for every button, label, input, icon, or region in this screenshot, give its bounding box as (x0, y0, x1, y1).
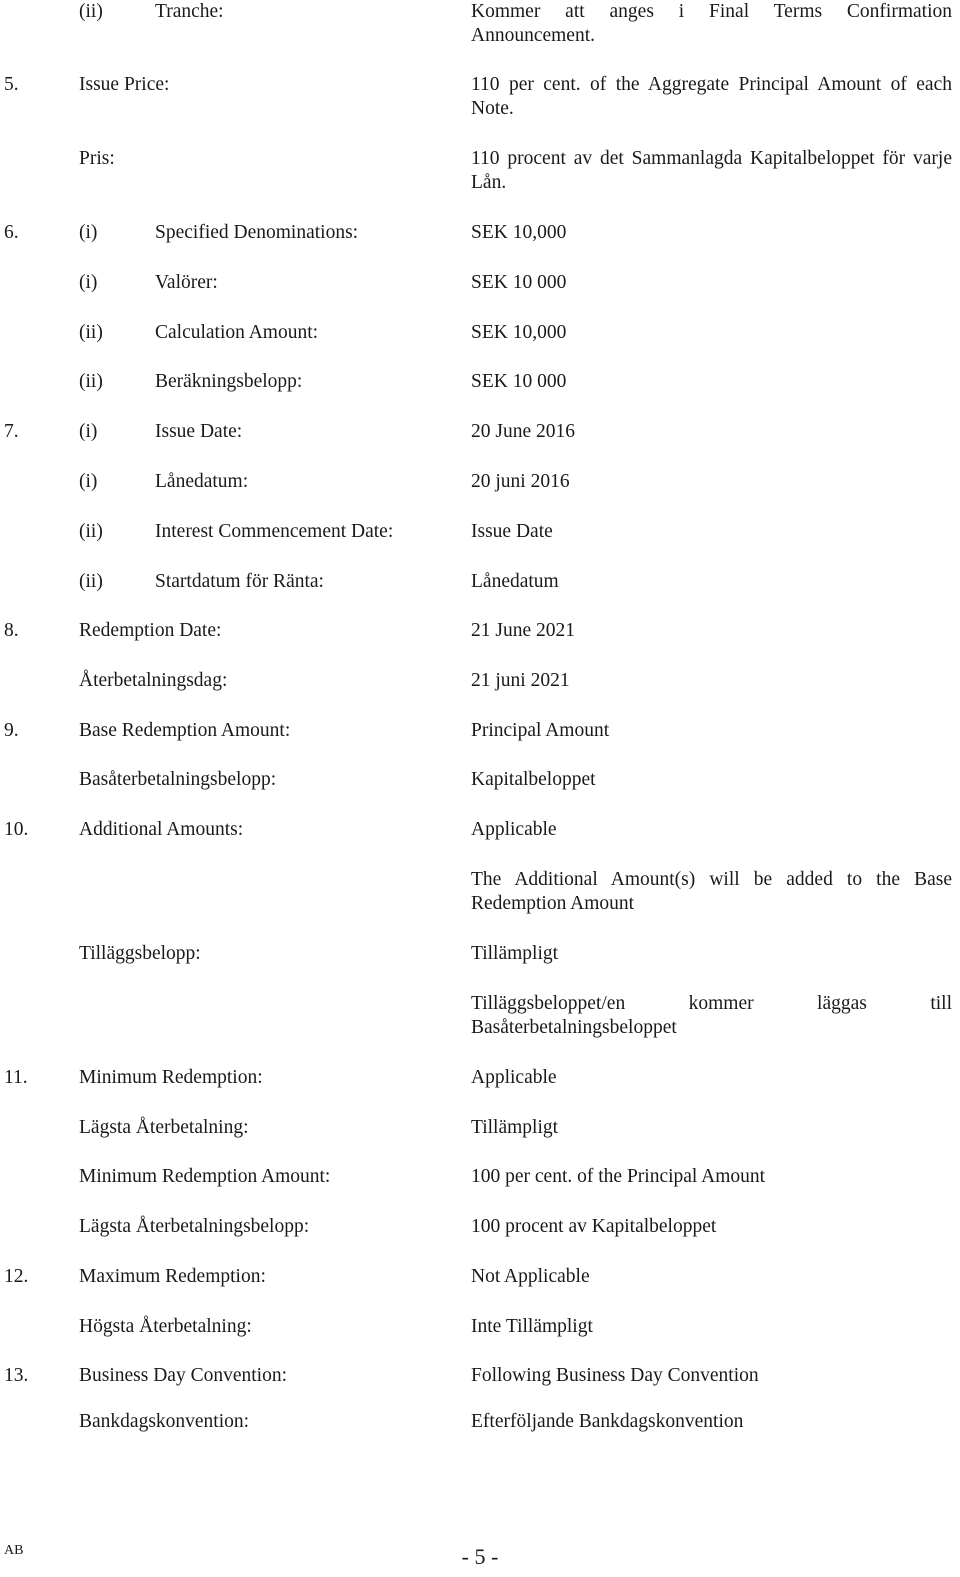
term-row-additional-amounts (0, 818, 960, 842)
item-number: 11. (4, 1067, 28, 1088)
term-value: Tilläggsbeloppet/en kommer läggas till Basåterbetalningsbeloppet (471, 993, 952, 1038)
term-value: 110 per cent. of the Aggregate Principal Amount of each Note. (471, 74, 952, 119)
term-value: Kapitalbeloppet (471, 769, 596, 790)
sub-number: (ii) (79, 571, 103, 592)
term-label: Minimum Redemption Amount: (79, 1166, 331, 1187)
term-label: Startdatum för Ränta: (155, 571, 324, 592)
term-label: Lägsta Återbetalning: (79, 1117, 249, 1138)
term-row-issue-date (0, 420, 960, 444)
term-row-business-day-convention (0, 1364, 960, 1388)
term-label: Maximum Redemption: (79, 1266, 266, 1287)
term-label: Minimum Redemption: (79, 1067, 263, 1088)
term-label: Business Day Convention: (79, 1365, 287, 1386)
term-value: 100 procent av Kapitalbeloppet (471, 1216, 717, 1237)
term-label: Tranche: (155, 1, 224, 22)
term-value: Tillämpligt (471, 1117, 559, 1138)
term-row-redemption-date (0, 619, 960, 643)
term-label: Issue Date: (155, 421, 243, 442)
term-row-tranche (0, 0, 960, 46)
term-row-calculation-amount (0, 321, 960, 345)
term-label: Issue Price: (79, 74, 170, 95)
term-row-additional-amounts-note (0, 868, 960, 914)
term-value: Following Business Day Convention (471, 1365, 759, 1386)
term-value: Tillämpligt (471, 943, 559, 964)
term-value: Issue Date (471, 521, 553, 542)
term-label: Högsta Återbetalning: (79, 1316, 252, 1337)
term-value: 110 procent av det Sammanlagda Kapitalbeloppet för varje Lån. (471, 148, 952, 193)
term-label: Base Redemption Amount: (79, 720, 291, 741)
term-row-lanedatum (0, 470, 960, 494)
term-value: SEK 10,000 (471, 222, 567, 243)
term-row-pris (0, 147, 960, 193)
term-row-hogsta-aterbetalning (0, 1315, 960, 1339)
sub-number: (i) (79, 272, 98, 293)
term-label: Pris: (79, 148, 115, 169)
sub-number: (ii) (79, 521, 103, 542)
term-row-valorer (0, 271, 960, 295)
term-label: Redemption Date: (79, 620, 222, 641)
item-number: 10. (4, 819, 29, 840)
term-label: Tilläggsbelopp: (79, 943, 201, 964)
item-number: 9. (4, 720, 19, 741)
term-label: Valörer: (155, 272, 218, 293)
term-row-bankdagskonvention (0, 1410, 960, 1434)
term-row-aterbetalningsdag (0, 669, 960, 693)
term-value: 100 per cent. of the Principal Amount (471, 1166, 766, 1187)
term-row-minimum-redemption (0, 1066, 960, 1090)
item-number: 5. (4, 74, 19, 95)
term-value: SEK 10,000 (471, 322, 567, 343)
sub-number: (i) (79, 471, 98, 492)
term-value: Lånedatum (471, 571, 559, 592)
item-number: 8. (4, 620, 19, 641)
sub-number: (ii) (79, 1, 103, 22)
term-value: Applicable (471, 819, 557, 840)
term-value: Applicable (471, 1067, 557, 1088)
term-value: 20 juni 2016 (471, 471, 570, 492)
term-row-berakningsbelopp (0, 370, 960, 394)
item-number: 7. (4, 421, 19, 442)
term-value: Not Applicable (471, 1266, 590, 1287)
sub-number: (ii) (79, 322, 103, 343)
term-row-startdatum-for-ranta (0, 570, 960, 594)
term-row-lagsta-aterbetalning (0, 1116, 960, 1140)
term-row-interest-commencement-date (0, 520, 960, 544)
sub-number: (ii) (79, 371, 103, 392)
term-row-basaterbetalningsbelopp (0, 768, 960, 792)
term-label: Lånedatum: (155, 471, 249, 492)
term-value: Efterföljande Bankdagskonvention (471, 1411, 744, 1432)
term-label: Calculation Amount: (155, 322, 319, 343)
term-value: 20 June 2016 (471, 421, 575, 442)
term-value: SEK 10 000 (471, 371, 567, 392)
term-row-tillaggsbelopp-note (0, 992, 960, 1038)
item-number: 12. (4, 1266, 29, 1287)
term-label: Basåterbetalningsbelopp: (79, 769, 277, 790)
term-label: Återbetalningsdag: (79, 670, 228, 691)
term-value: 21 juni 2021 (471, 670, 570, 691)
term-label: Additional Amounts: (79, 819, 244, 840)
term-value: Inte Tillämpligt (471, 1316, 593, 1337)
item-number: 13. (4, 1365, 29, 1386)
footer-initials: AB (4, 1543, 24, 1558)
term-label: Specified Denominations: (155, 222, 359, 243)
term-value: The Additional Amount(s) will be added to the Base Redemption Amount (471, 869, 952, 914)
term-label: Bankdagskonvention: (79, 1411, 250, 1432)
term-row-maximum-redemption (0, 1265, 960, 1289)
term-value: SEK 10 000 (471, 272, 567, 293)
term-value: 21 June 2021 (471, 620, 575, 641)
sub-number: (i) (79, 421, 98, 442)
term-label: Interest Commencement Date: (155, 521, 394, 542)
term-value: Kommer att anges i Final Terms Confirmation Announcement. (471, 1, 952, 46)
term-row-issue-price (0, 73, 960, 119)
term-row-base-redemption-amount (0, 719, 960, 743)
sub-number: (i) (79, 222, 98, 243)
term-label: Beräkningsbelopp: (155, 371, 303, 392)
page-number: - 5 - (461, 1544, 499, 1569)
term-row-minimum-redemption-amount (0, 1165, 960, 1189)
term-row-lagsta-aterbetalningsbelopp (0, 1215, 960, 1239)
term-row-specified-denominations (0, 221, 960, 245)
term-row-tillaggsbelopp (0, 942, 960, 966)
term-label: Lägsta Återbetalningsbelopp: (79, 1216, 310, 1237)
item-number: 6. (4, 222, 19, 243)
term-value: Principal Amount (471, 720, 610, 741)
